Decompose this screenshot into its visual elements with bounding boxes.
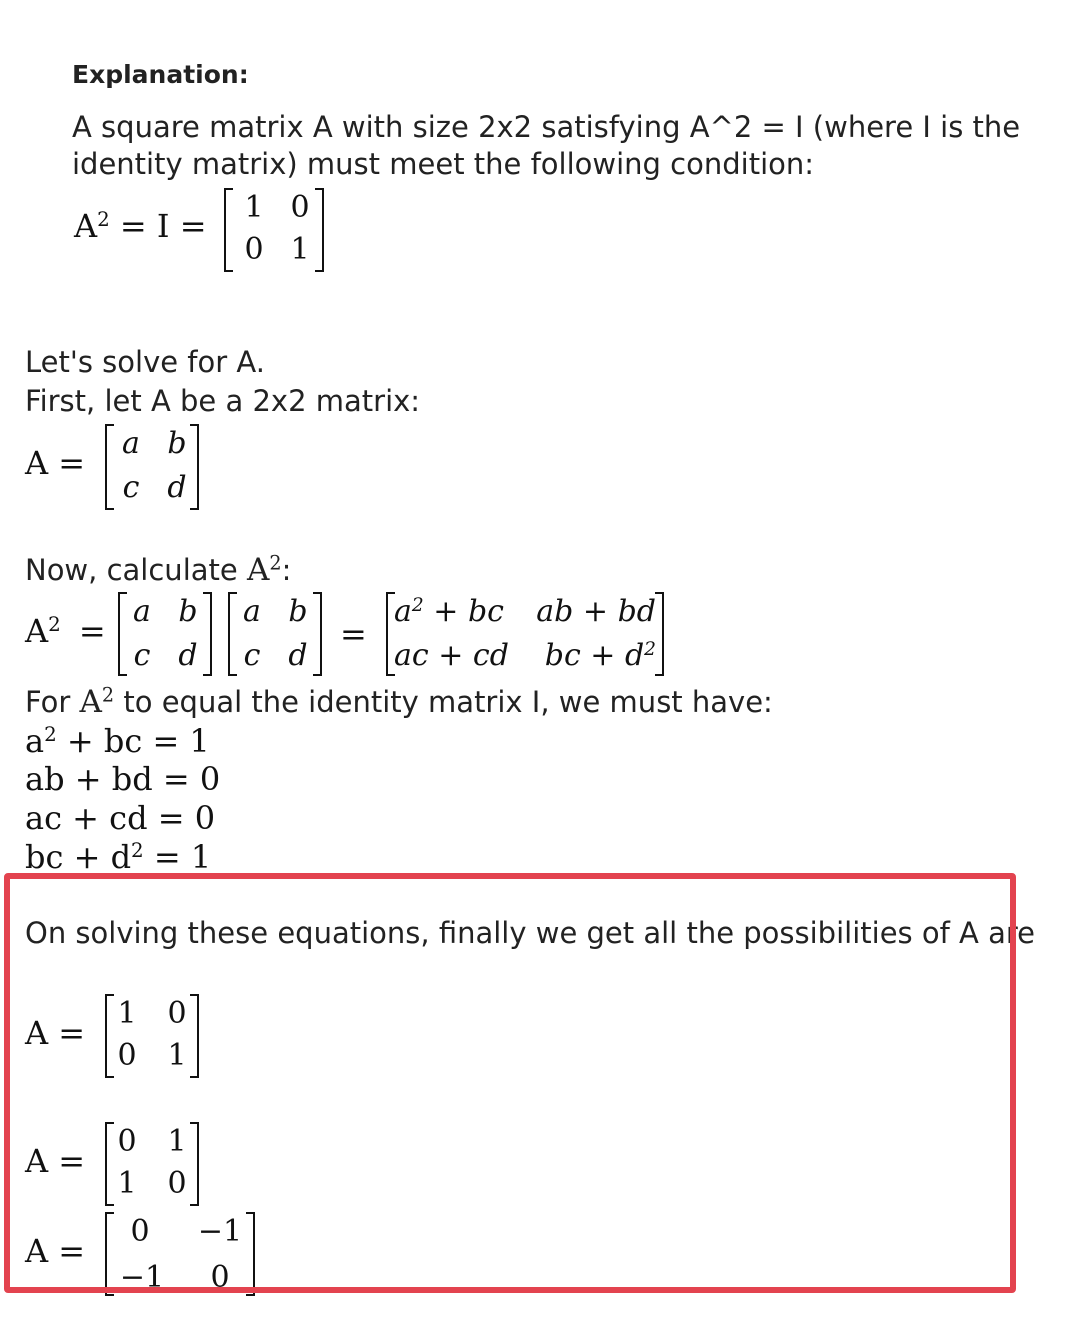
identity-matrix-cell: 0 [244, 232, 264, 267]
identity-matrix-cell: 0 [290, 190, 310, 225]
solution-3-cell: −1 [197, 1214, 243, 1249]
equation-3: ac + cd = 0 [25, 799, 216, 837]
equation-4 [25, 838, 211, 876]
solution-1-cell: 0 [167, 996, 187, 1031]
calc-m2-cell: d [288, 638, 308, 673]
r1c1-rest: + bc [423, 594, 504, 629]
calc-result-matrix [386, 592, 664, 676]
eq4-base: bc + d [25, 838, 132, 876]
calc-matrix-2 [228, 592, 322, 676]
identity-matrix-cell: 1 [290, 232, 310, 267]
solve-line-1: Let's solve for A. [25, 345, 265, 379]
calc-line [25, 552, 291, 588]
solution-2-cell: 0 [117, 1124, 137, 1159]
calc-eq1: = [78, 612, 106, 650]
eq4-sup: 2 [131, 839, 144, 863]
calc-m1-cell: d [178, 638, 198, 673]
solution-2-cell: 0 [167, 1166, 187, 1201]
calc-A: A [246, 552, 270, 588]
calc-result-r1c1 [394, 594, 512, 630]
calc-result-r1c2: ab + bd [536, 594, 656, 629]
calc-eq2: = [340, 615, 367, 653]
condition-line [25, 684, 773, 720]
solution-1-label: A = [25, 1014, 86, 1052]
solution-3-cell: 0 [130, 1214, 150, 1249]
solution-3-cell: −1 [119, 1260, 165, 1295]
solution-2-cell: 1 [167, 1124, 187, 1159]
eq4-rest: = 1 [143, 838, 212, 876]
calc-m2-cell: a [243, 594, 261, 629]
calc-m2-cell: c [243, 638, 261, 673]
r1c1-sup: 2 [411, 594, 424, 616]
calc-result-r2c1: ac + cd [394, 638, 509, 673]
solution-matrix-2 [105, 1122, 199, 1206]
a-matrix-cell: a [122, 426, 140, 461]
calc-m2-cell: b [288, 594, 308, 629]
identity-equation [74, 207, 207, 245]
explanation-heading: Explanation: [72, 60, 249, 89]
solution-3-label: A = [25, 1232, 86, 1270]
solve-line-2: First, let A be a 2x2 matrix: [25, 384, 421, 418]
solution-1-cell: 0 [117, 1038, 137, 1073]
solution-1-cell: 1 [117, 996, 137, 1031]
explanation-line-1: A square matrix A with size 2x2 satisfying A^2 = I (where I is the [72, 110, 1021, 144]
calc-sup: 2 [269, 551, 282, 575]
solution-3-cell: 0 [210, 1260, 230, 1295]
solution-matrix-3 [105, 1212, 255, 1296]
condition-sup: 2 [101, 683, 115, 707]
solutions-text: On solving these equations, finally we get all the possibilities of A are [25, 916, 1035, 950]
solution-2-cell: 1 [117, 1166, 137, 1201]
condition-A: A [79, 684, 102, 720]
identity-eq-sup: 2 [97, 208, 110, 232]
solution-2-label: A = [25, 1142, 86, 1180]
a-matrix-cell: d [167, 470, 187, 505]
equation-1 [25, 722, 210, 760]
explanation-line-2: identity matrix) must meet the following condition: [72, 147, 815, 181]
solution-matrix-1 [105, 994, 199, 1078]
r1c1-a: a [394, 594, 412, 629]
calc-m1-cell: a [133, 594, 151, 629]
calc-prefix: Now, calculate [25, 553, 247, 587]
calc-lhs [25, 612, 106, 650]
condition-suffix: to equal the identity matrix I, we must have: [114, 685, 773, 719]
a-matrix [105, 424, 199, 510]
identity-matrix [224, 188, 324, 272]
calc-suffix: : [281, 553, 292, 587]
identity-eq-mid: = I = [119, 207, 207, 245]
a-eq-label: A = [25, 444, 86, 482]
r2c2-sup: 2 [644, 638, 656, 660]
solution-1-cell: 1 [167, 1038, 187, 1073]
calc-lhs-A: A [25, 612, 49, 650]
equation-2: ab + bd = 0 [25, 760, 221, 798]
calc-matrix-1 [118, 592, 212, 676]
calc-m1-cell: b [178, 594, 198, 629]
condition-prefix: For [25, 685, 80, 719]
eq1-a: a [25, 722, 45, 760]
eq1-sup: 2 [44, 723, 57, 747]
identity-matrix-cell: 1 [244, 190, 264, 225]
calc-m1-cell: c [133, 638, 151, 673]
eq1-rest: + bc = 1 [56, 722, 210, 760]
identity-eq-lhs: A [74, 207, 98, 245]
calc-result-r2c2 [534, 638, 656, 674]
a-matrix-cell: b [167, 426, 187, 461]
calc-lhs-sup: 2 [48, 613, 61, 637]
a-matrix-cell: c [122, 470, 140, 505]
r2c2-base: bc + d [544, 638, 645, 673]
